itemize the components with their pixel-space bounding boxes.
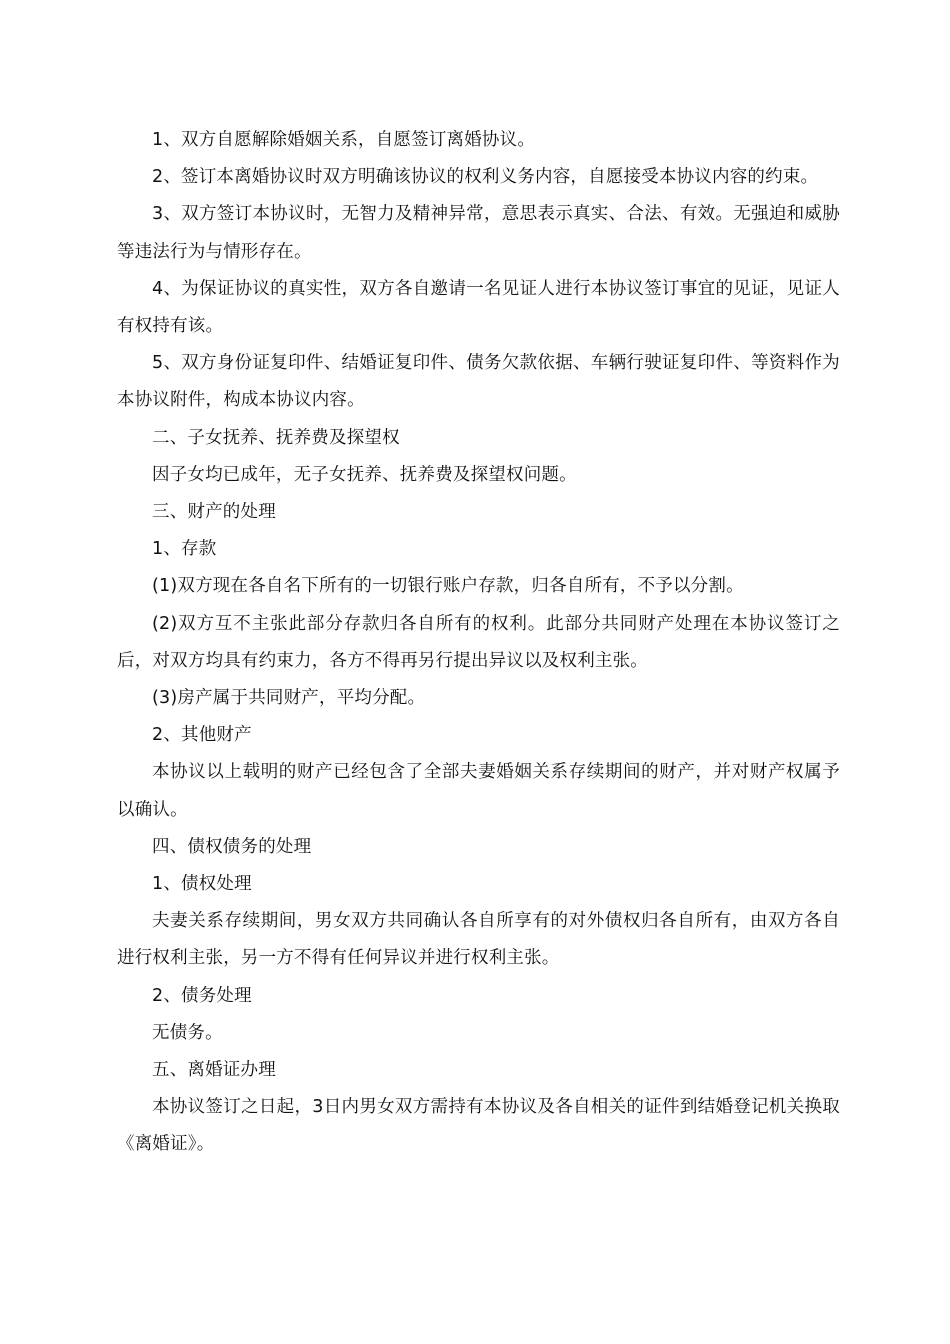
section-heading-debts: 四、债权债务的处理 (152, 836, 312, 857)
section-heading-certificate: 五、离婚证办理 (152, 1060, 276, 1081)
subheading-other-property: 2、其他财产 (152, 725, 252, 746)
document-body (117, 122, 840, 1164)
paragraph-certificate: 本协议签订之日起，3日内男女双方需持有本协议及各自相关的证件到结婚登记机关换取《离婚证》。 (117, 1097, 840, 1155)
paragraph-other-property: 本协议以上载明的财产已经包含了全部夫妻婚姻关系存续期间的财产，并对财产权属予以确认。 (117, 762, 840, 820)
paragraph-deposits-3: (3)房产属于共同财产，平均分配。 (152, 688, 426, 709)
paragraph-debt-handling: 无债务。 (152, 1022, 223, 1043)
paragraph-deposits-1: (1)双方现在各自名下所有的一切银行账户存款，归各自所有，不予以分割。 (152, 576, 744, 597)
paragraph-children: 因子女均已成年，无子女抚养、抚养费及探望权问题。 (152, 464, 577, 485)
paragraph-clause-5: 5、双方身份证复印件、结婚证复印件、债务欠款依据、车辆行驶证复印件、等资料作为本协议附件，构成本协议内容。 (117, 353, 840, 411)
paragraph-clause-2: 2、签订本离婚协议时双方明确该协议的权利义务内容，自愿接受本协议内容的约束。 (152, 167, 819, 188)
subheading-claims: 1、债权处理 (152, 874, 252, 895)
paragraph-deposits-2: (2)双方互不主张此部分存款归各自所有的权利。此部分共同财产处理在本协议签订之后，对双方均具有约束力，各方不得再另行提出异议以及权利主张。 (117, 613, 840, 671)
paragraph-clause-4: 4、为保证协议的真实性，双方各自邀请一名见证人进行本协议签订事宜的见证，见证人有权持有该。 (117, 278, 840, 337)
paragraph-clause-1: 1、双方自愿解除婚姻关系，自愿签订离婚协议。 (152, 130, 536, 150)
paragraph-clause-3: 3、双方签订本协议时，无智力及精神异常，意思表示真实、合法、有效。无强迫和威胁等违法行为与情形存在。 (117, 204, 840, 262)
subheading-deposits: 1、存款 (152, 539, 217, 560)
paragraph-claims: 夫妻关系存续期间，男女双方共同确认各自所享有的对外债权归各自所有，由双方各自进行权利主张，另一方不得有任何异议并进行权利主张。 (117, 911, 840, 969)
section-heading-property: 三、财产的处理 (152, 502, 276, 523)
subheading-debt-handling: 2、债务处理 (152, 985, 252, 1006)
section-heading-children: 二、子女抚养、抚养费及探望权 (152, 427, 400, 448)
